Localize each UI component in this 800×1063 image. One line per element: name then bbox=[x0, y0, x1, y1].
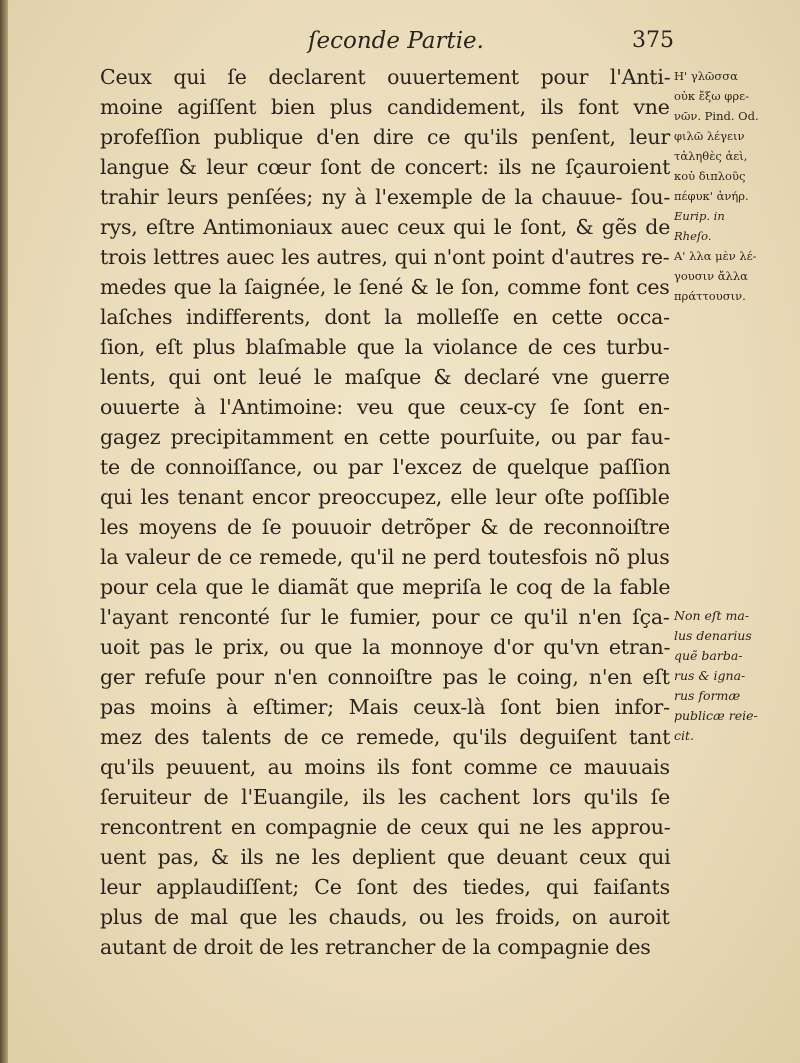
margin-note-line: φιλῶ λέγειν bbox=[674, 129, 745, 143]
margin-note-line: Non eſt ma- bbox=[674, 608, 750, 623]
text-line: profeſſion publique d'en dire ce qu'ils penſent, leur bbox=[100, 125, 671, 149]
text-line: gagez precipitamment en cette pourſuite, ou par fau- bbox=[100, 425, 671, 449]
text-line: rys, eſtre Antimoniaux auec ceux qui le ſont, & gẽs de bbox=[100, 215, 671, 239]
margin-note-line: rus & igna- bbox=[674, 668, 746, 683]
text-line: rencontrent en compagnie de ceux qui ne les approu- bbox=[100, 815, 671, 839]
text-line: ouuerte à l'Antimoine: veu que ceux-cy ſe ſont en- bbox=[100, 395, 670, 419]
margin-note-line: νῶν. Pind. Od. bbox=[674, 109, 759, 123]
main-text-block bbox=[100, 62, 670, 962]
running-title: ſeconde Partie. bbox=[308, 28, 484, 54]
text-line: laſches indifferents, dont la molleſſe en cette occa- bbox=[100, 305, 670, 329]
page-number: 375 bbox=[632, 28, 674, 53]
text-line: qui les tenant encor preoccupez, elle leur oſte poſſible bbox=[100, 485, 670, 509]
page-binding-edge bbox=[0, 0, 8, 1063]
text-line: autant de droit de les retrancher de la compagnie des bbox=[100, 935, 651, 959]
text-line: pour cela que le diamãt que mepriſa le coq de la fable bbox=[100, 575, 671, 599]
margin-note-line: publicæ reie- bbox=[674, 708, 758, 723]
margin-note-line: cit. bbox=[674, 728, 694, 743]
page-header bbox=[100, 26, 674, 60]
text-line: leur applaudiſſent; Ce ſont des tiedes, qui faiſants bbox=[100, 875, 670, 899]
text-line: lents, qui ont leué le maſque & declaré vne guerre bbox=[100, 365, 670, 389]
margin-note-line: rus formæ bbox=[674, 688, 741, 703]
margin-note-line: lus denarius bbox=[674, 628, 752, 643]
text-line: ſion, eſt plus blaſmable que la violance de ces turbu- bbox=[100, 335, 670, 359]
text-line: ſeruiteur de l'Euangile, ils les cachent lors qu'ils ſe bbox=[100, 785, 671, 809]
margin-note-line: Rheſo. bbox=[674, 229, 712, 243]
text-line: uent pas, & ils ne les deplient que deuant ceux qui bbox=[100, 845, 671, 869]
margin-note-line: πέφυκ' ἀνήρ. bbox=[674, 189, 749, 203]
margin-note-line: Α' λλα μὲν λέ- bbox=[674, 249, 757, 263]
text-line: les moyens de ſe pouuoir detrõper & de reconnoiſtre bbox=[100, 515, 670, 539]
text-line: plus de mal que les chauds, ou les froids, on auroit bbox=[100, 905, 670, 929]
text-line: trahir leurs penſées; ny à l'exemple de la chauue- ſou- bbox=[100, 185, 671, 209]
text-line: te de connoiſſance, ou par l'excez de quelque paſſion bbox=[100, 455, 671, 479]
margin-note-line: Η' γλῶσσα bbox=[674, 69, 738, 83]
text-line: ger refuſe pour n'en connoiſtre pas le coing, n'en eſt bbox=[100, 665, 670, 689]
margin-note-greek bbox=[674, 66, 786, 306]
margin-note-line: πράττουσιν. bbox=[674, 289, 746, 303]
margin-note-line: quẽ barba- bbox=[674, 648, 743, 663]
text-line: mez des talents de ce remede, qu'ils deguiſent tant bbox=[100, 725, 671, 749]
text-line: medes que la ſaignée, le ſené & le ſon, comme font ces bbox=[100, 275, 670, 299]
margin-note-line: γουσιν ἄλλα bbox=[674, 269, 748, 283]
text-line: moine agiſſent bien plus candidement, ils font vne bbox=[100, 95, 670, 119]
text-line: langue & leur cœur ſont de concert: ils ne ſçauroient bbox=[100, 155, 671, 179]
text-line: la valeur de ce remede, qu'il ne perd toutesfois nõ plus bbox=[100, 545, 670, 569]
text-line: l'ayant renconté ſur le fumier, pour ce qu'il n'en ſça- bbox=[100, 605, 670, 629]
text-line: Ceux qui ſe declarent ouuertement pour l'Anti- bbox=[100, 65, 671, 89]
text-line: pas moins à eſtimer; Mais ceux-là ſont bien infor- bbox=[100, 695, 670, 719]
text-line: uoit pas le prix, ou que la monnoye d'or qu'vn etran- bbox=[100, 635, 671, 659]
margin-note-line: οὐκ ἔξω φρε- bbox=[674, 89, 749, 103]
margin-note-latin bbox=[674, 606, 786, 746]
margin-note-line: κοὐ διπλοῦς bbox=[674, 169, 746, 183]
margin-note-line: τἀληθὲς ἀεὶ, bbox=[674, 149, 748, 163]
text-line: qu'ils peuuent, au moins ils font comme ce mauuais bbox=[100, 755, 670, 779]
text-line: trois lettres auec les autres, qui n'ont point d'autres re- bbox=[100, 245, 670, 269]
margin-note-line: Eurip. in bbox=[674, 209, 725, 223]
